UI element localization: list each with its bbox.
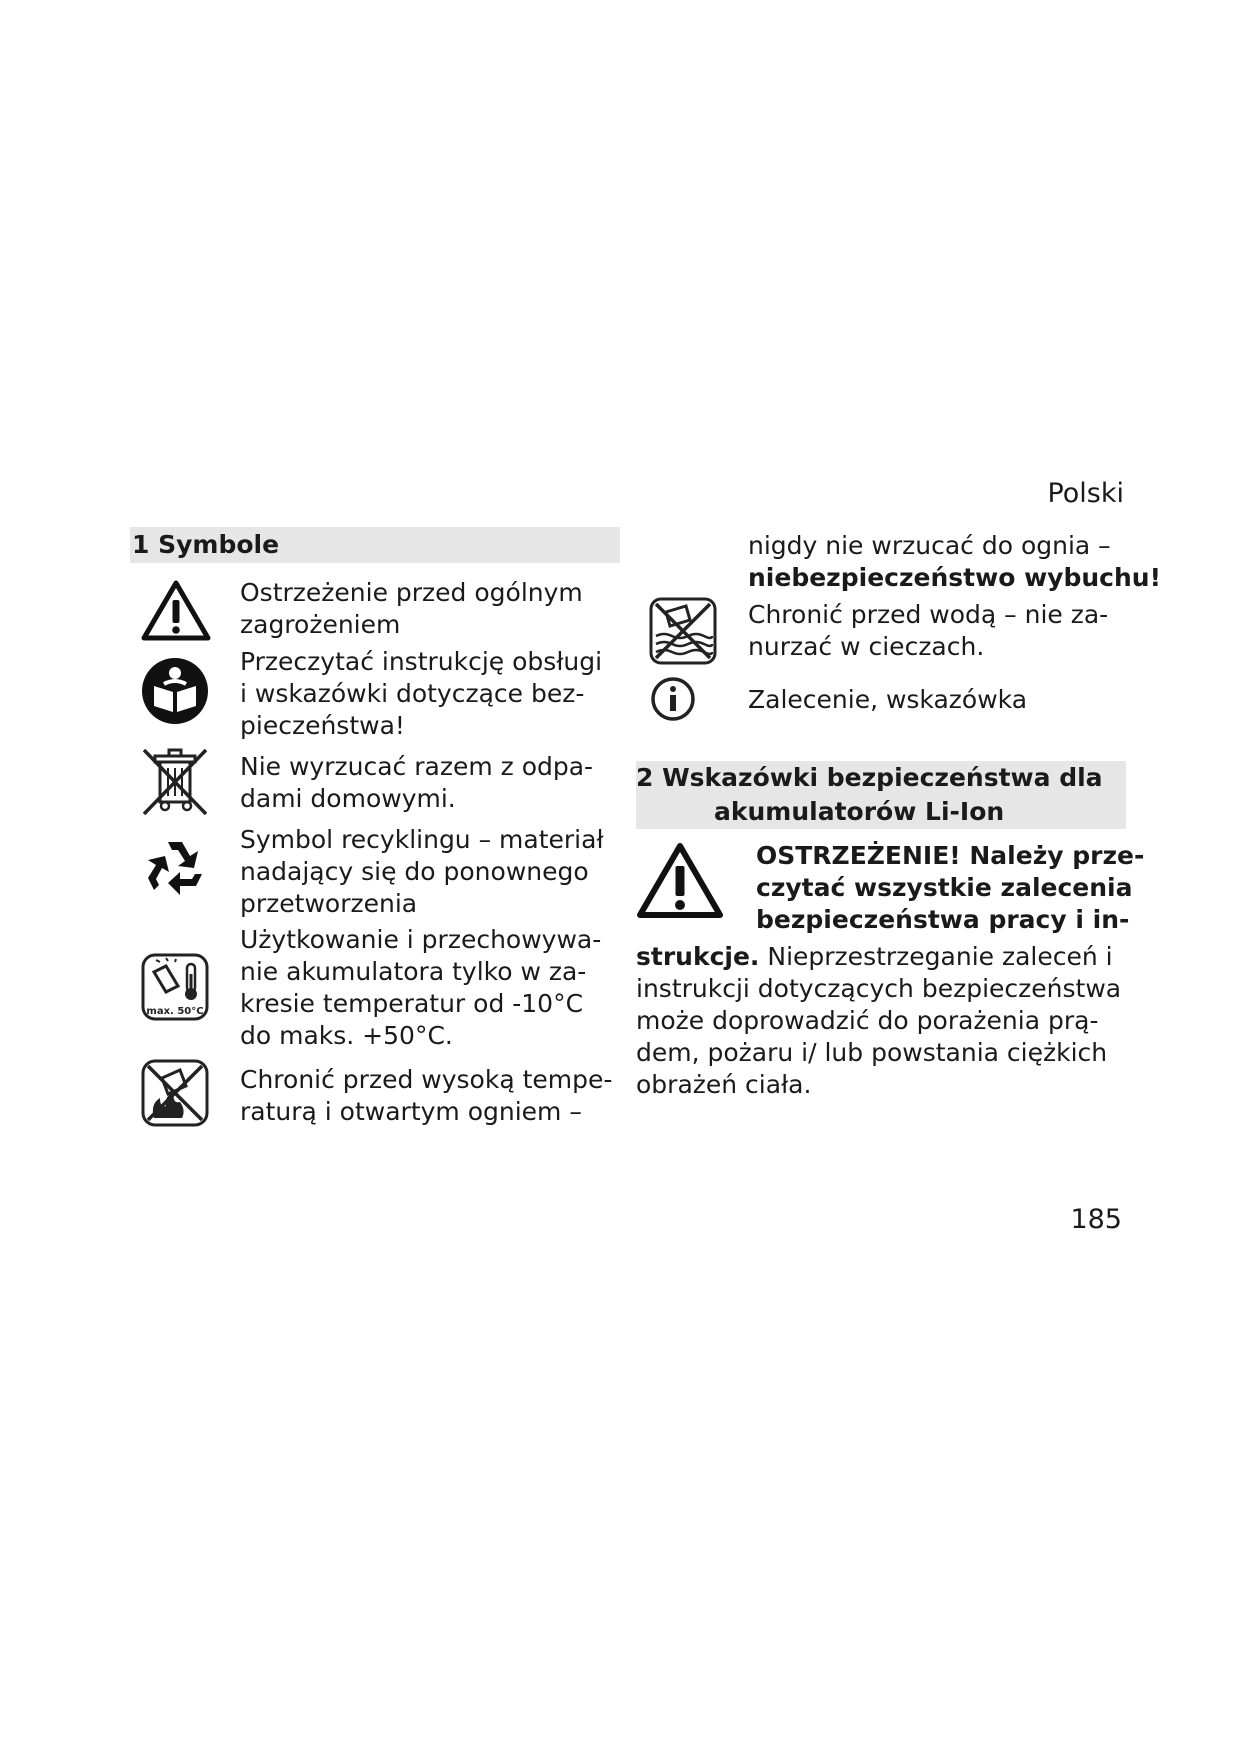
fire-text-continuation: nigdy nie wrzucać do ognia – niebezpieczeństwo wybuchu! [748,531,1161,592]
symbol-text-water: Chronić przed wodą – nie za- nurzać w cieczach. [748,600,1109,661]
page-number: 185 [1070,1204,1122,1235]
warning-heading: OSTRZEŻENIE! Należy prze- czytać wszystkie zalecenia bezpieczeństwa pracy i in- [756,841,1145,934]
info-icon [650,676,696,722]
symbol-text-fire: Chronić przed wysoką tempe- raturą i otwartym ogniem – [240,1065,613,1126]
warning-body: strukcje. Nieprzestrzeganie zaleceń i instrukcji dotyczących bezpieczeństwa może doprowadzić do porażenia prą- dem, pożaru i/ lub powstania ciężkich obrażeń ciała. [636,942,1122,1099]
temperature-icon-label: max. 50°C [146,1006,204,1017]
symbol-text-recycling: Symbol recyklingu – materiał nadający się do ponownego przetworzenia [240,825,604,918]
symbol-text-warning: Ostrzeżenie przed ogólnym zagrożeniem [240,578,583,639]
symbol-text-temperature: Użytkowanie i przechowywa- nie akumulatora tylko w za- kresie temperatur od -10°C do maks. +50°C. [240,925,602,1050]
read-manual-icon [140,656,210,726]
section-heading-symbols: 1 Symbole [130,527,620,563]
symbol-text-bin: Nie wyrzucać razem z odpa- dami domowymi. [240,752,594,813]
crossed-bin-icon [140,746,210,818]
recycling-icon [140,834,210,904]
section-heading-safety: 2 Wskazówki bezpieczeństwa dla akumulatorów Li-Ion [636,761,1126,829]
warning-triangle-icon [636,840,724,920]
warning-triangle-icon [140,578,212,642]
temperature-range-icon [140,952,210,1022]
no-water-icon [648,596,718,666]
symbol-text-info: Zalecenie, wskazówka [748,685,1028,714]
no-fire-icon [140,1058,210,1128]
language-label: Polski [1047,478,1124,509]
symbol-text-read-manual: Przeczytać instrukcję obsługi i wskazówki dotyczące bez- pieczeństwa! [240,647,603,740]
